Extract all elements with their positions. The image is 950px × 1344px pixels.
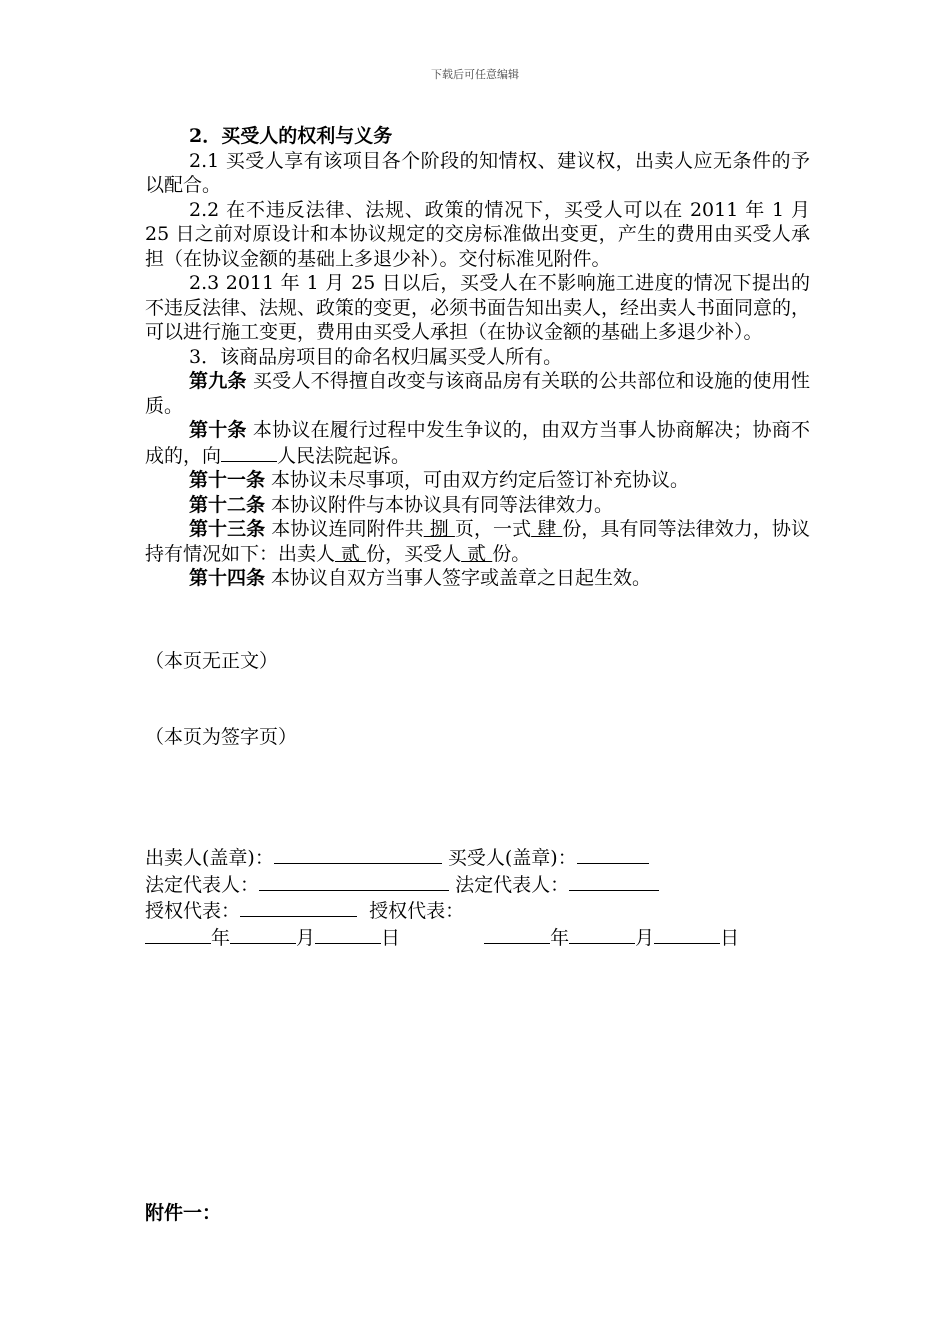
buyer-legal-rep-label: 法定代表人： [455, 873, 570, 896]
article-12-text: 本协议附件与本协议具有同等法律效力。 [265, 493, 614, 516]
seller-copy-count: 贰 [335, 542, 367, 565]
page-count: 捌 [423, 518, 455, 540]
seller-seal-label: 出卖人(盖章)： [145, 847, 274, 869]
seller-month-blank [230, 925, 296, 944]
buyer-month-label: 月 [635, 926, 655, 949]
seller-month-label: 月 [296, 926, 316, 949]
section-title: 2．买受人的权利与义务 [189, 125, 393, 147]
seller-year-label: 年 [211, 926, 231, 949]
seller-auth-rep-label: 授权代表： [145, 900, 241, 922]
article-11-label: 第十一条 [189, 469, 266, 491]
buyer-month-blank [569, 925, 635, 944]
seller-day-blank [315, 925, 381, 944]
signature-block [145, 845, 739, 951]
article-13-label: 第十三条 [189, 518, 266, 540]
article-13-text-5: 份。 [492, 542, 531, 565]
auth-rep-row [145, 898, 739, 925]
article-14 [145, 566, 810, 591]
article-9 [145, 369, 810, 418]
seller-year-blank [145, 925, 211, 944]
article-11 [145, 468, 810, 493]
buyer-auth-rep-label: 授权代表： [369, 900, 465, 922]
buyer-day-label: 日 [720, 926, 740, 949]
article-10 [145, 418, 810, 468]
buyer-seal-blank [577, 845, 649, 864]
article-11-text: 本协议未尽事项，可由双方约定后签订补充协议。 [265, 469, 690, 491]
clause-2-1: 2.1 买受人享有该项目各个阶段的知情权、建议权，出卖人应无条件的予以配合。 [145, 149, 810, 196]
no-text-note: （本页无正文） [145, 650, 279, 672]
buyer-copy-count: 贰 [461, 542, 493, 565]
article-10-text-a: 本协议在履行过程中发生争议的，由双方当事人协商解决；协商不成的，向 [145, 419, 810, 467]
contract-body [145, 124, 810, 591]
copy-count: 肆 [531, 518, 563, 540]
seal-row [145, 845, 739, 872]
article-14-label: 第十四条 [189, 567, 266, 589]
legal-rep-row [145, 872, 739, 899]
seller-legal-rep-label: 法定代表人： [145, 873, 260, 896]
article-9-text: 买受人不得擅自改变与该商品房有关联的公共部位和设施的使用性质。 [145, 370, 810, 417]
article-13-text-2: 页，一式 [454, 518, 532, 540]
page-header: 下载后可任意编辑 [431, 68, 519, 81]
buyer-year-blank [484, 925, 550, 944]
date-row [145, 925, 739, 952]
seller-seal-blank [274, 845, 442, 864]
clause-2-3: 2.3 2011 年 1 月 25 日以后，买受人在不影响施工进度的情况下提出的不违反法律、法规、政策的变更，必须书面告知出卖人，经出卖人书面同意的，可以进行施工变更，费用由买受人承担（在协议金额的基础上多退少补）。 [145, 272, 811, 343]
seller-legal-rep-blank [259, 872, 449, 891]
court-blank [221, 443, 277, 462]
clause-3: 3．该商品房项目的命名权归属买受人所有。 [189, 345, 563, 368]
buyer-legal-rep-blank [569, 872, 659, 891]
article-13 [145, 517, 810, 566]
buyer-year-label: 年 [550, 926, 570, 949]
seller-day-label: 日 [381, 926, 401, 949]
article-10-label: 第十条 [189, 419, 247, 441]
article-13-text-4: 份，买受人 [366, 542, 462, 565]
article-12-label: 第十二条 [189, 493, 266, 516]
buyer-seal-label: 买受人(盖章)： [447, 847, 577, 869]
attachment-heading: 附件一： [145, 1202, 222, 1224]
clause-2-2: 2.2 在不违反法律、法规、政策的情况下，买受人可以在 2011 年 1 月 25 日之前对原设计和本协议规定的交房标准做出变更，产生的费用由买受人承担（在协议金额的基础上多退少补）。交付标准见附件。 [145, 198, 810, 270]
article-13-text-1: 本协议连同附件共 [265, 518, 424, 540]
article-12 [145, 493, 810, 518]
article-14-text: 本协议自双方当事人签字或盖章之日起生效。 [265, 567, 652, 589]
article-9-label: 第九条 [189, 370, 247, 392]
article-10-text-b: 人民法院起诉。 [277, 444, 411, 467]
buyer-day-blank [654, 925, 720, 944]
seller-auth-rep-blank [240, 898, 357, 917]
signature-page-note: （本页为签字页） [145, 726, 298, 748]
article-13-text-3: 份，具有同等法律效力，协议持有情况如下：出卖人 [145, 518, 810, 565]
